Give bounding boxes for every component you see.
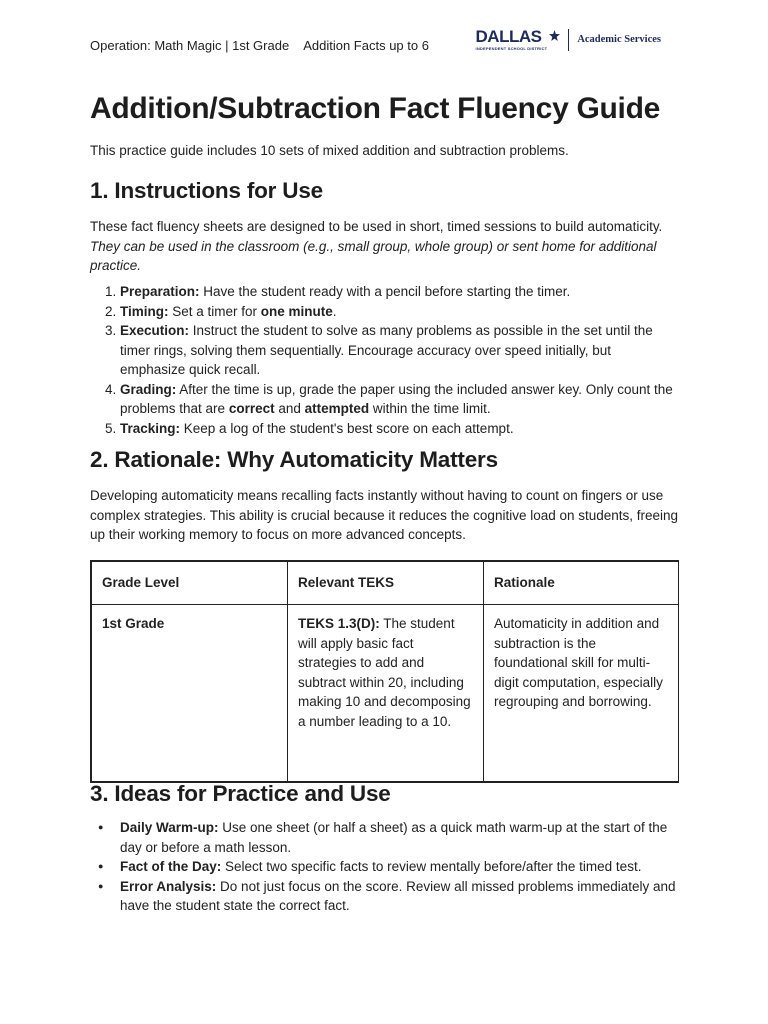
idea-text: Do not just focus on the score. Review all missed problems immediately and have the student state the correct fact. [120,878,676,913]
section-heading-rationale: 2. Rationale: Why Automaticity Matters [90,447,498,472]
teks-table [90,560,679,783]
rationale-text: Automaticity in addition and subtraction is the foundational skill for multi-digit computation, especially regrouping and borrowing. [494,616,663,709]
step-emphasis: attempted [304,401,370,416]
step-text: and [274,401,305,416]
list-item [120,282,680,302]
page-title: Addition/Subtraction Fact Fluency Guide [90,92,660,125]
list-item [120,380,680,419]
table-cell [91,605,288,783]
star-icon [549,30,560,41]
logo-subtitle: INDEPENDENT SCHOOL DISTRICT [475,46,548,51]
section-heading-ideas: 3. Ideas for Practice and Use [90,781,391,806]
list-item [120,419,680,439]
instructions-list [90,282,680,438]
grade-value: 1st Grade [102,616,165,631]
instructions-paragraph [90,217,680,276]
idea-label: Daily Warm-up: [120,820,219,835]
step-text: within the time limit. [369,401,491,416]
list-item [120,818,680,857]
page-header [90,27,680,68]
logo-wordmark: DALLAS [475,27,542,46]
column-header: Rationale [484,561,679,605]
table-header-row [91,561,679,605]
step-label: Grading: [120,381,177,397]
instructions-plain: These fact fluency sheets are designed to be used in short, timed sessions to build automaticity. [90,219,663,234]
table-cell [288,605,484,783]
rationale-paragraph: Developing automaticity means recalling facts instantly without having to count on fingers or use complex strategies. This ability is crucial because it reduces the cognitive load on students, freeing up their working memory to focus on more advanced concepts. [90,488,679,542]
idea-label: Error Analysis: [120,878,217,894]
list-item [120,302,680,322]
section-heading-instructions: 1. Instructions for Use [90,178,323,203]
teks-text: The student will apply basic fact strategies to add and subtract within 20, including making 10 and decomposing a number leading to a 10. [298,616,471,729]
idea-text: Select two specific facts to review mentally before/after the timed test. [221,859,642,874]
header-text [90,38,429,53]
logo-department: Academic Services [577,34,661,45]
course-label: Operation: Math Magic | 1st Grade [90,38,290,53]
list-item [120,857,680,877]
step-text: . [332,303,337,319]
step-emphasis: correct [228,401,275,416]
logo-mark [476,28,548,51]
list-item [120,877,680,916]
step-label: Execution: [120,323,190,338]
table-row [91,605,679,783]
list-item [120,321,680,380]
step-text: Set a timer for [168,303,261,319]
step-label: Timing: [120,303,169,319]
column-header: Grade Level [91,561,288,605]
step-text: Instruct the student to solve as many problems as possible in the set until the timer rings, solving them sequentially. Encourage accuracy over speed initially, but emphasize quick recall. [120,323,653,377]
district-logo [476,28,661,51]
ideas-list [90,818,680,916]
step-text: After the time is up, grade the paper using the included answer key. Only count the problems that are [120,381,673,416]
step-emphasis: one minute [260,303,333,319]
unit-label: Addition Facts up to 6 [303,38,429,53]
step-label: Tracking: [120,420,181,436]
intro-text: This practice guide includes 10 sets of mixed addition and subtraction problems. [90,143,569,158]
teks-label: TEKS 1.3(D): [298,616,380,631]
step-label: Preparation: [120,284,200,299]
logo-divider [568,29,569,51]
table-cell [484,605,679,783]
column-header: Relevant TEKS [288,561,484,605]
idea-text: Use one sheet (or half a sheet) as a quick math warm-up at the start of the day or before a math lesson. [120,820,668,855]
instructions-italic: They can be used in the classroom (e.g., small group, whole group) or sent home for additional practice. [90,238,657,273]
idea-label: Fact of the Day: [120,859,222,874]
step-text: Keep a log of the student's best score on each attempt. [180,420,514,436]
step-text: Have the student ready with a pencil before starting the timer. [199,284,571,299]
